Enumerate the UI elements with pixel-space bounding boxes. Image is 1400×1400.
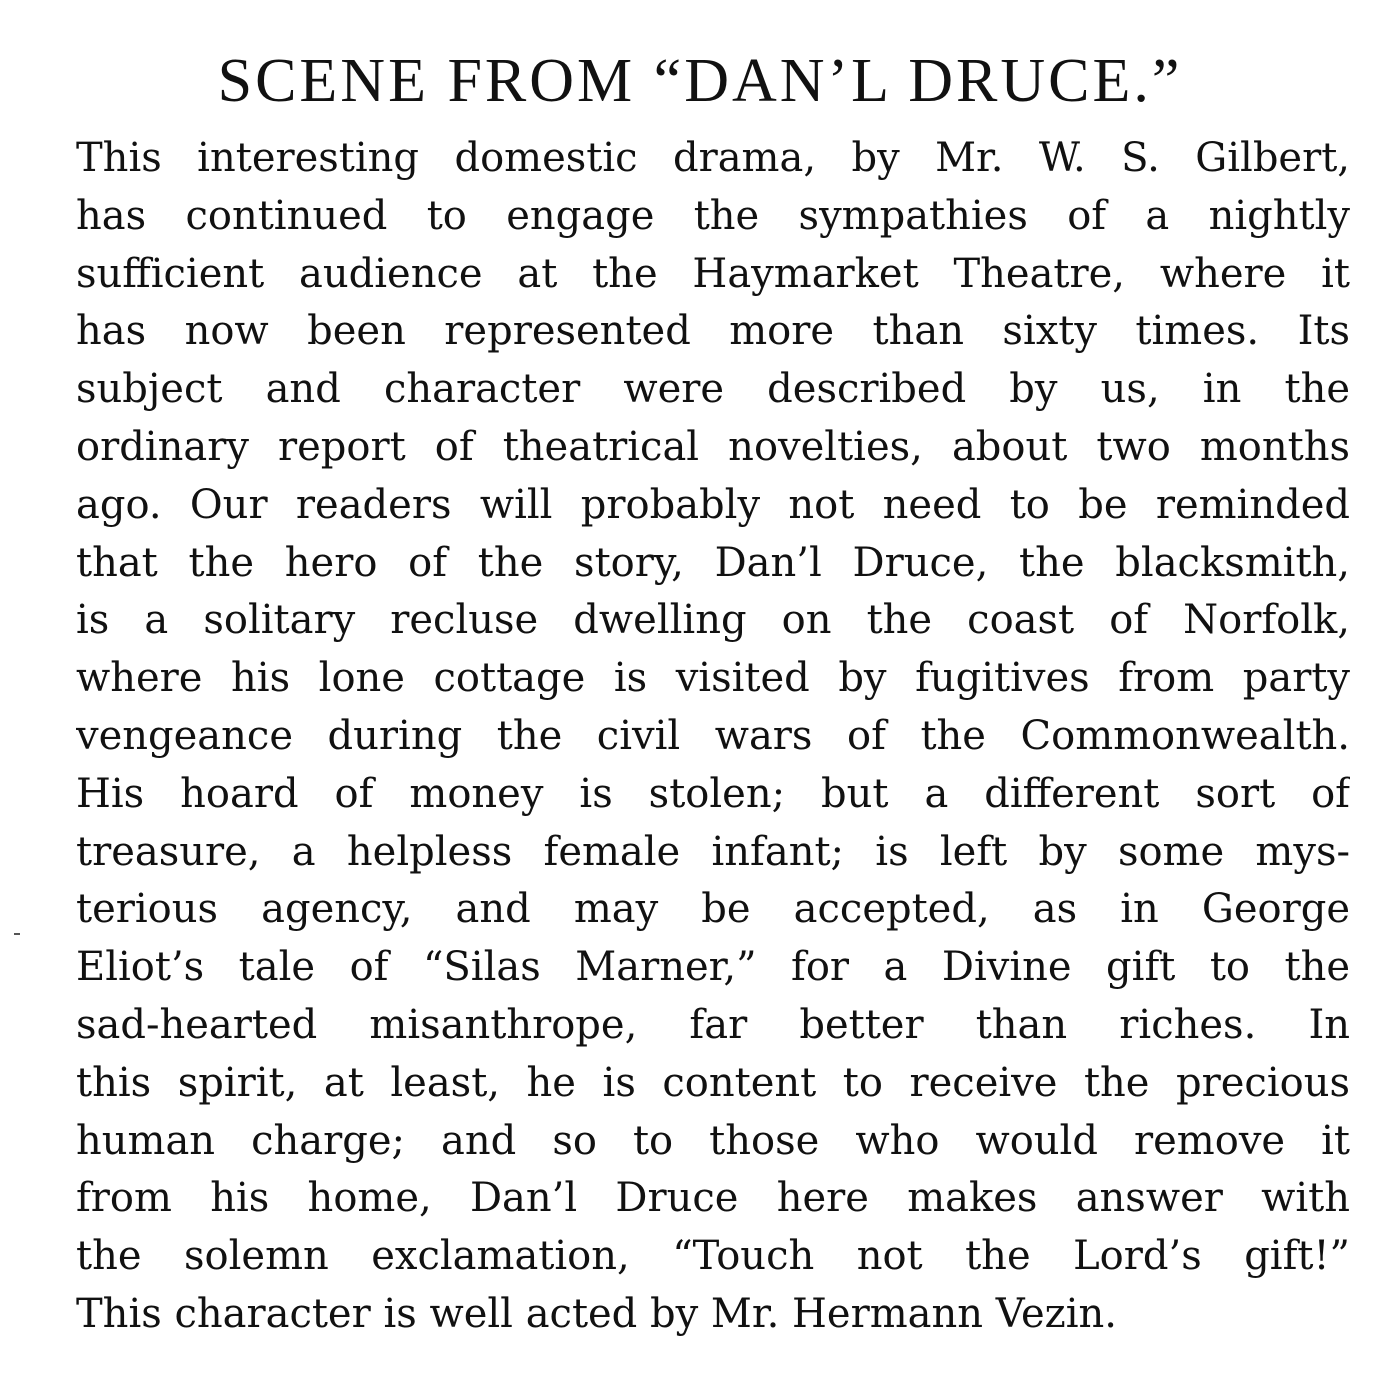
article-title: SCENE FROM “DAN’L DRUCE.”	[217, 47, 1183, 115]
article-line: sufficient audience at the Haymarket Theatre, where it	[76, 250, 1350, 297]
article-line: treasure, a helpless female infant; is left by some mys-	[76, 828, 1350, 875]
article-line: human charge; and so to those who would remove it	[76, 1117, 1350, 1164]
article-line: sad-hearted misanthrope, far better than riches. In	[76, 1001, 1350, 1048]
article-line: terious agency, and may be accepted, as in George	[76, 886, 1350, 933]
article-line: subject and character were described by us, in the	[76, 366, 1350, 413]
article-line: vengeance during the civil wars of the Commonwealth.	[76, 712, 1350, 759]
article-line: is a solitary recluse dwelling on the coast of Norfolk,	[76, 597, 1350, 644]
article-body	[76, 130, 1350, 1344]
article-line: this spirit, at least, he is content to receive the precious	[76, 1059, 1350, 1106]
article-line: where his lone cottage is visited by fugitives from party	[76, 655, 1350, 702]
article-line: ordinary report of theatrical novelties, about two months	[76, 423, 1350, 470]
article-line: has continued to engage the sympathies of a nightly	[76, 192, 1350, 239]
article-line: This character is well acted by Mr. Hermann Vezin.	[76, 1290, 1117, 1337]
article-line: from his home, Dan’l Druce here makes answer with	[76, 1175, 1350, 1222]
article-line: This interesting domestic drama, by Mr. W. S. Gilbert,	[76, 135, 1350, 181]
margin-speck	[14, 933, 20, 935]
article-line: ago. Our readers will probably not need to be reminded	[76, 481, 1350, 528]
article-line: the solemn exclamation, “Touch not the Lord’s gift!”	[76, 1233, 1350, 1280]
article-line: Eliot’s tale of “Silas Marner,” for a Divine gift to the	[76, 944, 1350, 991]
article-line: His hoard of money is stolen; but a different sort of	[76, 770, 1350, 817]
article-line: has now been represented more than sixty times. Its	[76, 308, 1350, 355]
article-line: that the hero of the story, Dan’l Druce, the blacksmith,	[76, 539, 1350, 586]
